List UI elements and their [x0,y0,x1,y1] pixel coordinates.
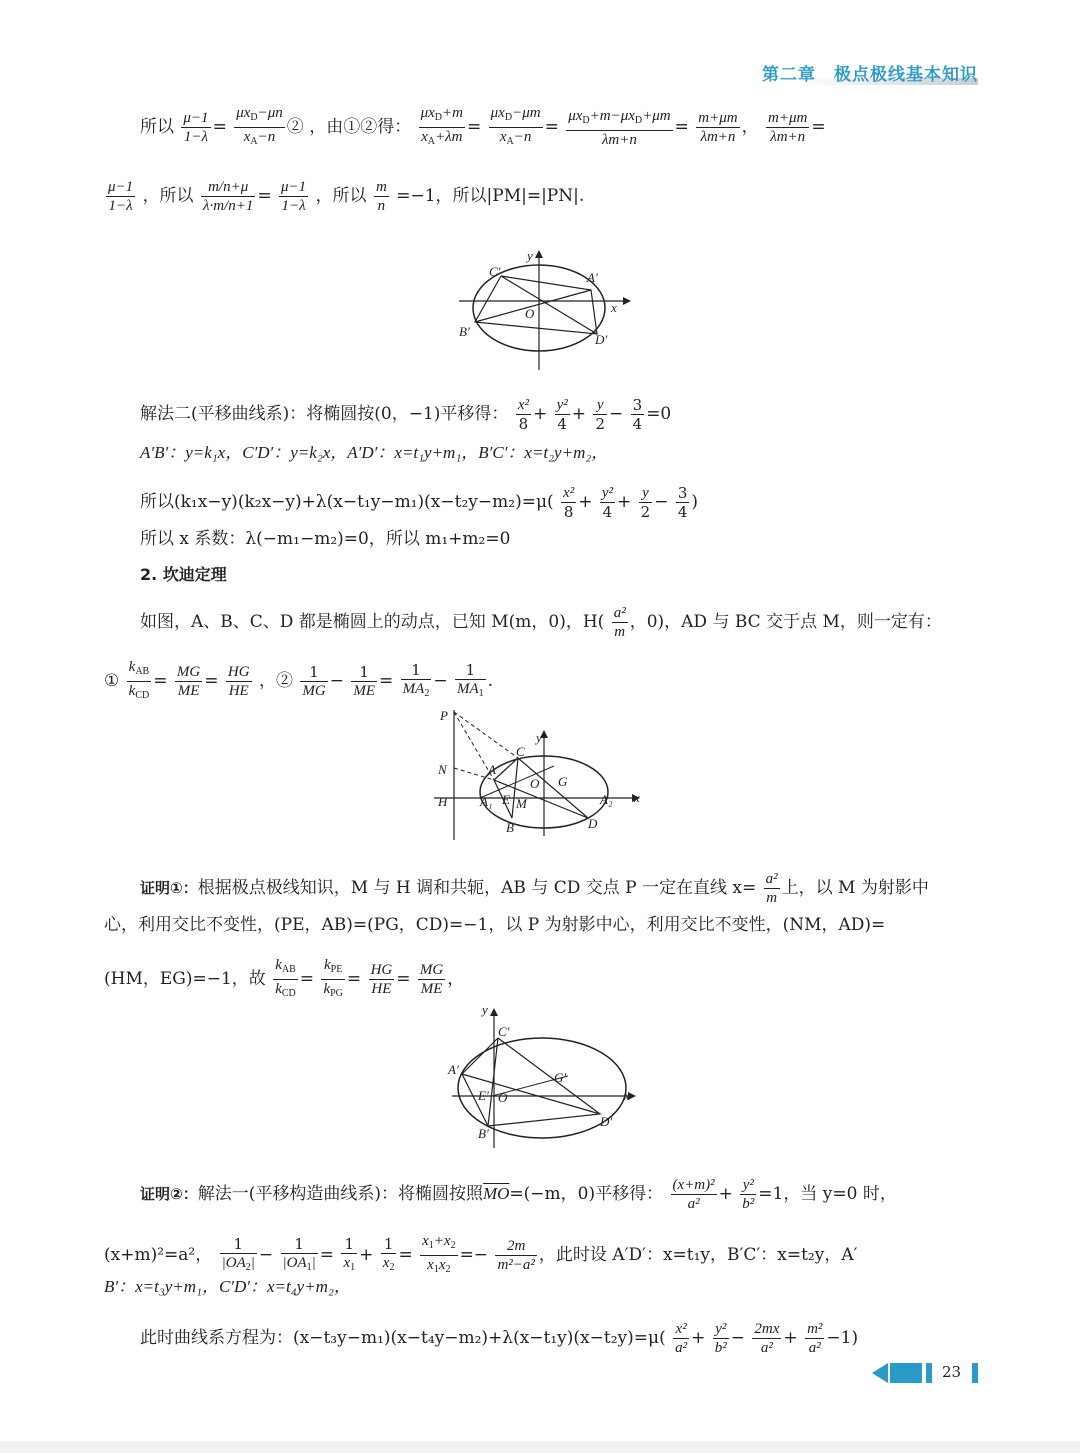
page-bar [890,1363,922,1383]
fig2-label-m: M [516,796,527,811]
page-bar-3 [972,1363,978,1383]
section-title: 2. 坎迪定理 [140,565,227,584]
page-number: 23 [942,1363,962,1381]
text-proof2-d: 此时曲线系方程为：(x−t₃y−m₁)(x−t₄y−m₂)+λ(x−t₁y)(x−t₂y)=μ( $\frac{\text{x²}}{\text{a²}}$ + $\frac{\text{y²}}{\text{b²}}$ − $\frac{2mx}{\text{a²}}$ + $\frac{\text{m²}}{\text{a²}}$ −1) [140,1321,859,1356]
figure-ellipse-3 [448,1002,643,1152]
figure-ellipse-1 [455,248,635,373]
text-lines-def: A′B′：y=k₁x，C′D′：y=k₂x，A′D′：x=t₁y+m₁，B′C′：x=t₂y+m₂， [140,443,609,462]
fig2-label-c: C [516,744,525,759]
page-bar-2 [926,1363,932,1383]
footer-strip [0,1441,1080,1453]
fig1-label-c: C′ [489,264,501,279]
fig1-label-y: y [527,248,533,263]
fig2-label-p: P [440,708,448,723]
fig3-label-b: B′ [478,1126,489,1141]
text-proof1-d: (HM，EG)=−1，故 $\frac{k_{AB}}{k_{CD}}$ = $\frac{k_{PE}}{k_{PG}}$ = $\frac{HG}{HE}$ = $\frac{MG}{ME}$ ， [104,957,465,999]
chapter-title: 第二章 极点极线基本知识 [762,65,978,85]
fig2-label-h: H [438,794,448,809]
fig2-label-a2: A₂ [600,792,613,807]
fig2-label-g: G [558,774,568,789]
fig2-label-n: N [438,762,447,777]
fig1-label-b: B′ [459,324,470,339]
text-coef-x: 所以 x 系数：λ(−m₁−m₂)=0，所以 m₁+m₂=0 [140,529,511,549]
text-method2: 解法二(平移曲线系)：将椭圆按(0，−1)平移得： $\frac{\text{x²}}{8}$ + $\frac{\text{y²}}{4}$ + $\frac{y}{2}$ − $\frac{3}{4}$ =0 [140,396,672,433]
fig1-label-a: A′ [587,270,598,285]
text-kandi-equations: ① $\frac{k_{AB}}{k_{CD}}$ = $\frac{MG}{ME}$ = $\frac{HG}{HE}$ ，② $\frac{1}{MG}$ − $\frac{1}{ME}$ = $\frac{1}{MA_2}$ − $\frac{1}{MA_1}$ . [104,659,494,701]
fig3-label-o: O [498,1090,508,1105]
fig3-label-x: x [624,1088,630,1103]
fig3-label-a: A′ [448,1062,459,1077]
fig3-label-y: y [482,1002,488,1017]
fig2-label-o: O [530,776,540,791]
text-proof2-a: 证明②：解法一(平移构造曲线系)：将椭圆按照$\overline{MO}=(-m$，0)平移得： $\frac{\text{(x+m)²}}{\text{a²}}$ + $\frac{\text{y²}}{\text{b²}}$ =1，当 y=0 时， [140,1177,897,1212]
text-kandi-statement: 如图，A、B、C、D 都是椭圆上的动点，已知 M(m，0)，H( $\frac{\text{a²}}{m}$ ，0)，AD 与 BC 交于点 M，则一定有： [140,605,942,640]
fig2-label-d: D [588,816,598,831]
page-arrow-icon [872,1363,888,1383]
fig3-label-d: D′ [600,1114,613,1129]
fig1-label-d: D′ [595,332,608,347]
text-proof1-c: 心，利用交比不变性，(PE，AB)=(PG，CD)=−1，以 P 为射影中心，利用交比不变性，(NM，AD)= [104,915,886,935]
fig2-label-b: B [506,820,514,835]
fig2-label-a: A [488,762,496,777]
fig2-label-x: x [634,790,640,805]
fig1-label-x: x [611,300,617,315]
text-line-1: 所以 $\frac{\mu-1}{1-\lambda}$ = $\frac{\mu x_D-\mu n}{x_A-n}$ ② ，由①②得： $\frac{\mu x_D+m}{x_A+\lambda m}$ = $\frac{\mu x_D-\mu m}{x_A-n}$ = $\frac{\mu x_D+m-\mu x_D+\mu m}{\lambda m+n}$ = $\frac{m+\mu m}{\lambda m+n}$ ， $\frac{m+\mu m}{\lambda m+n}$ = [140,105,826,148]
fig2-label-a1: A₁ [480,794,493,809]
fig2-label-y: y [536,730,542,745]
text-curve-system: 所以(k₁x−y)(k₂x−y)+λ(x−t₁y−m₁)(x−t₂y−m₂)=μ( $\frac{\text{x²}}{8}$ + $\frac{\text{y²}}{4}$ + $\frac{y}{2}$ − $\frac{3}{4}$ ) [140,484,699,521]
fig2-label-e: E [502,792,510,807]
figure-ellipse-2 [432,706,647,841]
text-line-2: $\frac{\mu-1}{1-\lambda}$ ，所以 $\frac{m/n+\mu}{\lambda\cdot m/n+1}$ = $\frac{\mu-1}{1-\lambda}$ ，所以 $\frac{m}{n}$ =−1，所以|PM|=|PN|. [108,179,585,214]
fig3-label-c: C′ [498,1024,510,1039]
fig3-label-e: E′ [478,1088,489,1103]
text-proof1-a: 证明①：根据极点极线知识，M 与 H 调和共轭，AB 与 CD 交点 P 一定在直线 x= $\frac{\text{a²}}{m}$ 上，以 M 为射影中 [140,871,929,906]
fig3-label-g: G′ [554,1070,567,1085]
text-proof2-c: B′：x=t₃y+m₁，C′D′：x=t₄y+m₂， [104,1277,351,1296]
text-proof2-b: (x+m)²=a²， $\frac{1}{|OA_2|}$ − $\frac{1}{|OA_1|}$ = $\frac{1}{x_1}$ + $\frac{1}{x_2}$ = $\frac{x_1+x_2}{x_1x_2}$ =− $\frac{2m}{\text{m²−a²}}$ ，此时设 A′D′：x=t₁y，B′C′：x=t₂y，A′ [104,1233,858,1275]
fig1-label-o: O [525,306,535,321]
